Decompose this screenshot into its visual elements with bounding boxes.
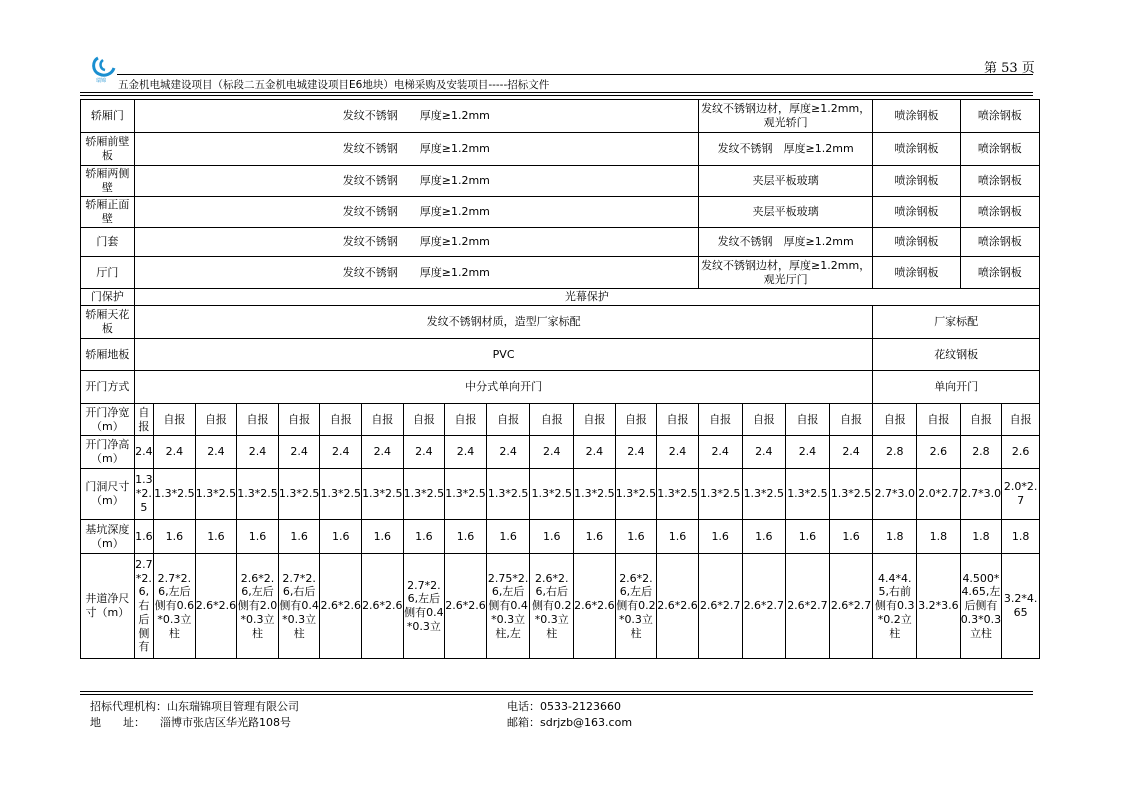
row-label: 轿厢门 [81,100,135,133]
grid-cell-width: 自报 [403,404,445,436]
spec-value-d: 喷涂钢板 [960,133,1039,166]
spec-value-main: 发纹不锈钢 厚度≥1.2mm [134,100,698,133]
spec-value-main: 发纹不锈钢 厚度≥1.2mm [134,166,698,197]
row-label: 门保护 [81,289,135,306]
grid-cell-pit: 1.6 [134,520,153,554]
grid-cell-opening: 1.3*2.5 [320,469,362,520]
spec-value-c: 喷涂钢板 [873,166,960,197]
grid-cell-shaft: 2.75*2.6,左后侧有0.4*0.3立柱,左 [486,554,530,659]
grid-cell-width: 自报 [195,404,237,436]
grid-cell-width: 自报 [786,404,830,436]
grid-cell-opening: 2.7*3.0 [873,469,917,520]
grid-cell-opening: 1.3*2.5 [829,469,873,520]
spec-row [81,197,1040,228]
header-rule [117,74,1033,75]
grid-cell-width: 自报 [154,404,196,436]
header-double-rule [80,92,1033,93]
grid-cell-shaft: 2.6*2.7 [698,554,742,659]
grid-cell-height: 2.8 [960,436,1002,469]
grid-cell-height: 2.6 [1002,436,1040,469]
grid-cell-shaft: 2.6*2.6 [362,554,404,659]
door-mode-row-value-alt: 单向开门 [873,371,1040,404]
row-label: 门洞尺寸（m） [81,469,135,520]
spec-value-c: 喷涂钢板 [873,257,960,289]
grid-cell-pit: 1.8 [960,520,1002,554]
spec-value-alt: 夹层平板玻璃 [698,197,873,228]
grid-cell-opening: 2.0*2.7 [1002,469,1040,520]
ceiling-row-value-alt: 厂家标配 [873,306,1040,339]
row-label: 轿厢天花板 [81,306,135,339]
grid-cell-width: 自报 [134,404,153,436]
company-logo-icon [90,55,120,83]
grid-cell-opening: 1.3*2.5 [362,469,404,520]
door-protection-row [81,289,1040,306]
grid-cell-pit: 1.6 [362,520,404,554]
grid-cell-pit: 1.6 [445,520,487,554]
spec-value-alt: 夹层平板玻璃 [698,166,873,197]
spec-value-alt: 发纹不锈钢边材，厚度≥1.2mm，观光轿门 [698,100,873,133]
grid-cell-shaft: 2.7*2.6,右后侧有0.4*0.3立柱 [278,554,320,659]
grid-cell-opening: 1.3*2.5 [698,469,742,520]
grid-cell-shaft: 2.6*2.6 [195,554,237,659]
grid-cell-height: 2.4 [320,436,362,469]
row-label: 开门净宽（m） [81,404,135,436]
elevator-spec-table [80,99,1040,659]
grid-cell-shaft: 2.6*2.7 [742,554,786,659]
grid-cell-width: 自报 [486,404,530,436]
footer-email: 邮箱：sdrjzb@163.com [507,716,633,729]
grid-cell-height: 2.4 [154,436,196,469]
row-label: 井道净尺寸（m） [81,554,135,659]
footer-phone: 电话：0533-2123660 [507,700,621,713]
spec-value-d: 喷涂钢板 [960,100,1039,133]
grid-cell-height: 2.4 [530,436,574,469]
grid-cell-opening: 1.3*2.5 [574,469,616,520]
grid-cell-shaft: 2.6*2.7 [786,554,830,659]
grid-cell-height: 2.4 [657,436,699,469]
grid-cell-shaft: 2.6*2.6 [574,554,616,659]
grid-cell-width: 自报 [615,404,657,436]
grid-cell-opening: 2.7*3.0 [960,469,1002,520]
row-label: 基坑深度（m） [81,520,135,554]
spec-value-alt: 发纹不锈钢边材，厚度≥1.2mm，观光厅门 [698,257,873,289]
grid-cell-height: 2.4 [574,436,616,469]
grid-cell-pit: 1.6 [195,520,237,554]
grid-cell-width: 自报 [530,404,574,436]
spec-value-main: 发纹不锈钢 厚度≥1.2mm [134,228,698,257]
spec-value-main: 发纹不锈钢 厚度≥1.2mm [134,197,698,228]
row-label: 轿厢地板 [81,339,135,371]
grid-cell-shaft: 2.6*2.6 [320,554,362,659]
grid-cell-pit: 1.6 [742,520,786,554]
grid-cell-width: 自报 [829,404,873,436]
grid-cell-width: 自报 [742,404,786,436]
grid-cell-width: 自报 [1002,404,1040,436]
grid-cell-pit: 1.6 [615,520,657,554]
row-label: 轿厢两侧壁 [81,166,135,197]
grid-cell-width: 自报 [362,404,404,436]
door-protection-value: 光幕保护 [134,289,1039,306]
grid-cell-shaft: 2.7*2.6,左后侧有0.6*0.3立柱 [154,554,196,659]
grid-cell-pit: 1.6 [278,520,320,554]
grid-cell-opening: 1.3*2.5 [657,469,699,520]
spec-value-d: 喷涂钢板 [960,257,1039,289]
grid-cell-shaft: 3.2*4.65 [1002,554,1040,659]
grid-cell-pit: 1.6 [786,520,830,554]
grid-cell-height: 2.4 [362,436,404,469]
grid-cell-shaft: 2.6*2.6,右后侧有0.2*0.3立柱 [530,554,574,659]
footer-rule [80,691,1033,692]
svg-text:瑞锦: 瑞锦 [96,78,107,83]
grid-cell-shaft: 2.7*2.6,右后侧有 [134,554,153,659]
grid-cell-pit: 1.6 [403,520,445,554]
grid-cell-opening: 1.3*2.5 [530,469,574,520]
grid-cell-opening: 1.3*2.5 [486,469,530,520]
grid-cell-height: 2.4 [829,436,873,469]
ceiling-row-value-main: 发纹不锈钢材质，造型厂家标配 [134,306,873,339]
spec-value-d: 喷涂钢板 [960,228,1039,257]
grid-cell-height: 2.4 [403,436,445,469]
grid-cell-pit: 1.6 [829,520,873,554]
spec-value-c: 喷涂钢板 [873,197,960,228]
grid-cell-height: 2.4 [486,436,530,469]
grid-cell-width: 自报 [278,404,320,436]
grid-row-pit [81,520,1040,554]
grid-cell-opening: 1.3*2.5 [615,469,657,520]
floor-row-value-alt: 花纹钢板 [873,339,1040,371]
grid-cell-pit: 1.8 [873,520,917,554]
ceiling-row [81,306,1040,339]
spec-value-d: 喷涂钢板 [960,197,1039,228]
footer-agency: 招标代理机构：山东瑞锦项目管理有限公司 [90,700,299,713]
spec-value-alt: 发纹不锈钢 厚度≥1.2mm [698,133,873,166]
grid-cell-shaft: 2.6*2.6 [445,554,487,659]
grid-cell-opening: 1.3*2.5 [278,469,320,520]
grid-cell-height: 2.4 [237,436,279,469]
spec-value-c: 喷涂钢板 [873,228,960,257]
footer-address: 淄博市张店区华光路108号 [160,716,291,729]
grid-cell-width: 自报 [873,404,917,436]
spec-value-main: 发纹不锈钢 厚度≥1.2mm [134,133,698,166]
grid-cell-height: 2.4 [445,436,487,469]
grid-cell-pit: 1.6 [154,520,196,554]
grid-cell-opening: 1.3*2.5 [403,469,445,520]
footer-address-label: 地 址： [90,716,145,729]
grid-cell-opening: 1.3*2.5 [195,469,237,520]
grid-cell-width: 自报 [917,404,961,436]
grid-cell-width: 自报 [960,404,1002,436]
grid-cell-shaft: 4.500*4.65,左后侧有0.3*0.3立柱 [960,554,1002,659]
grid-cell-opening: 1.3*2.5 [742,469,786,520]
door-mode-row [81,371,1040,404]
floor-row-value-main: PVC [134,339,873,371]
grid-cell-width: 自报 [237,404,279,436]
spec-value-c: 喷涂钢板 [873,133,960,166]
grid-cell-height: 2.4 [698,436,742,469]
document-title: 五金机电城建设项目（标段二五金机电城建设项目E6地块）电梯采购及安装项目-----招标文件 [118,79,550,91]
grid-cell-height: 2.4 [786,436,830,469]
grid-cell-height: 2.4 [195,436,237,469]
grid-cell-pit: 1.6 [574,520,616,554]
grid-cell-height: 2.4 [615,436,657,469]
grid-cell-shaft: 2.6*2.6 [657,554,699,659]
spec-value-main: 发纹不锈钢 厚度≥1.2mm [134,257,698,289]
grid-cell-height: 2.8 [873,436,917,469]
grid-cell-width: 自报 [657,404,699,436]
grid-cell-shaft: 2.7*2.6,左后侧有0.4*0.3立 [403,554,445,659]
grid-cell-opening: 1.3*2.5 [786,469,830,520]
grid-cell-width: 自报 [320,404,362,436]
grid-cell-pit: 1.6 [320,520,362,554]
grid-cell-opening: 1.3*2.5 [154,469,196,520]
grid-cell-width: 自报 [574,404,616,436]
page-number: 第 53 页 [984,61,1035,76]
grid-row-opening [81,469,1040,520]
grid-cell-opening: 2.0*2.7 [917,469,961,520]
grid-cell-height: 2.4 [134,436,153,469]
grid-row-shaft [81,554,1040,659]
grid-cell-shaft: 4.4*4.5,右前侧有0.3*0.2立柱 [873,554,917,659]
row-label: 开门方式 [81,371,135,404]
row-label: 门套 [81,228,135,257]
spec-value-c: 喷涂钢板 [873,100,960,133]
floor-row [81,339,1040,371]
grid-cell-width: 自报 [698,404,742,436]
spec-row [81,228,1040,257]
row-label: 轿厢前壁板 [81,133,135,166]
grid-cell-opening: 1.3*2.5 [237,469,279,520]
spec-row [81,133,1040,166]
row-label: 开门净高（m） [81,436,135,469]
spec-value-alt: 发纹不锈钢 厚度≥1.2mm [698,228,873,257]
spec-row [81,100,1040,133]
grid-cell-pit: 1.8 [1002,520,1040,554]
grid-cell-shaft: 3.2*3.6 [917,554,961,659]
grid-cell-shaft: 2.6*2.6,左后侧有0.2*0.3立柱 [615,554,657,659]
spec-value-d: 喷涂钢板 [960,166,1039,197]
row-label: 轿厢正面壁 [81,197,135,228]
grid-cell-shaft: 2.6*2.6,左后侧有2.0*0.3立柱 [237,554,279,659]
grid-cell-shaft: 2.6*2.7 [829,554,873,659]
grid-cell-pit: 1.6 [237,520,279,554]
grid-cell-height: 2.4 [278,436,320,469]
door-mode-row-value-main: 中分式单向开门 [134,371,873,404]
spec-row [81,257,1040,289]
grid-cell-opening: 1.3*2.5 [445,469,487,520]
row-label: 厅门 [81,257,135,289]
grid-row-height [81,436,1040,469]
grid-cell-pit: 1.6 [698,520,742,554]
grid-cell-pit: 1.6 [657,520,699,554]
spec-row [81,166,1040,197]
grid-cell-height: 2.4 [742,436,786,469]
grid-cell-opening: 1.3*2.5 [134,469,153,520]
grid-row-width [81,404,1040,436]
grid-cell-pit: 1.6 [486,520,530,554]
grid-cell-height: 2.6 [917,436,961,469]
grid-cell-width: 自报 [445,404,487,436]
grid-cell-pit: 1.8 [917,520,961,554]
grid-cell-pit: 1.6 [530,520,574,554]
